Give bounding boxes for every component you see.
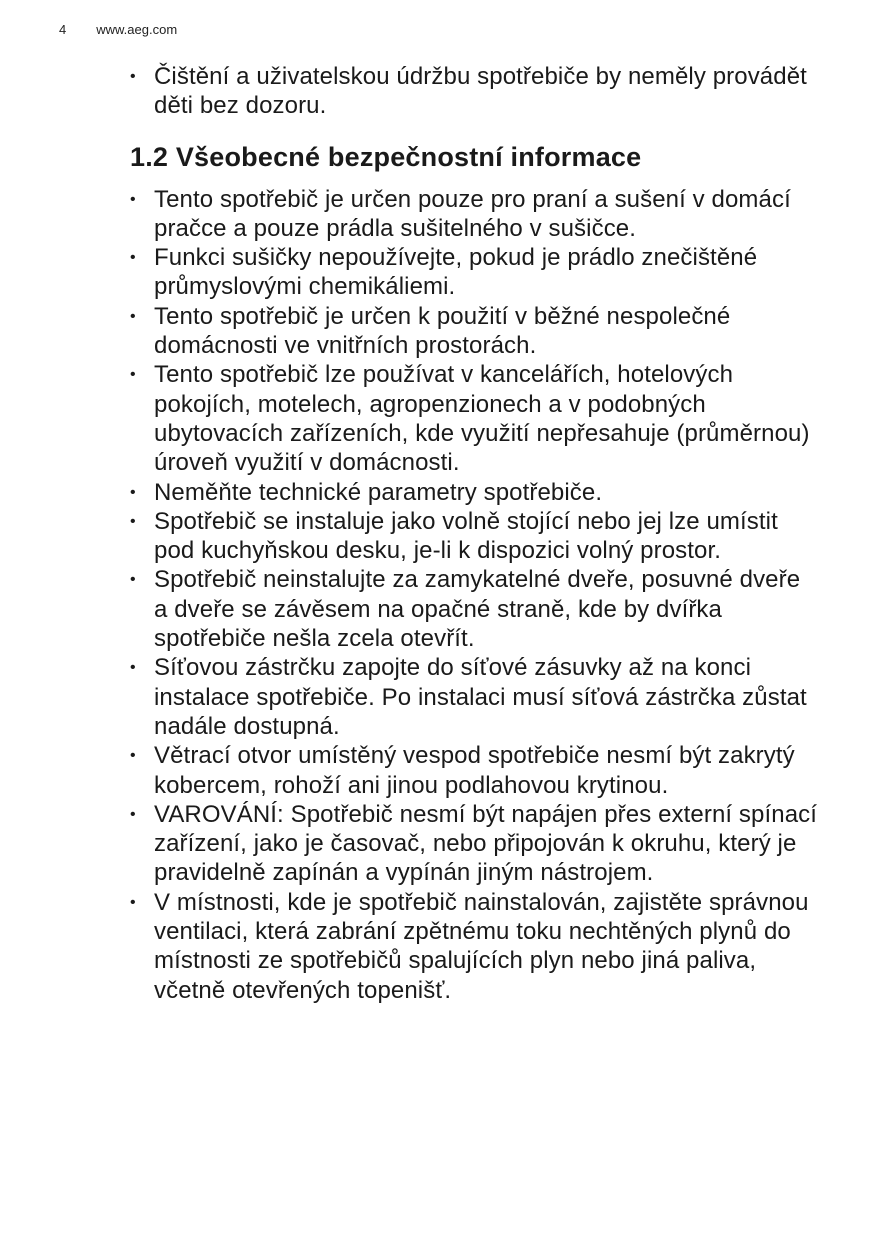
- page-header: [59, 22, 177, 37]
- bullet-icon: •: [130, 307, 136, 325]
- bullet-icon: •: [130, 68, 136, 85]
- list-item: [130, 62, 820, 121]
- safety-list: [130, 185, 820, 1005]
- page-number: 4: [59, 22, 67, 37]
- bullet-icon: •: [130, 571, 136, 589]
- section-title: 1.2 Všeobecné bezpečnostní informace: [130, 141, 642, 172]
- list-item: [130, 243, 820, 302]
- list-item: [130, 653, 820, 741]
- list-item: [130, 302, 820, 361]
- list-item-text: V místnosti, kde je spotřebič nainstalován, zajistěte správnou ventilaci, která zabrání zpětnému toku nechtěných plynů do místnosti ze spotřebičů spalujících plyn nebo jiná paliva, včetně otevřených topenišť.: [154, 888, 809, 1004]
- bullet-icon: •: [130, 366, 136, 384]
- list-item-text: Tento spotřebič lze používat v kancelářích, hotelových pokojích, motelech, agropenzionech a v podobných ubytovacích zařízeních, kde využití nepřesahuje (průměrnou) úroveň využití v domácnosti.: [154, 361, 810, 477]
- list-item-text: Neměňte technické parametry spotřebiče.: [154, 478, 603, 506]
- bullet-icon: •: [130, 483, 136, 501]
- bullet-icon: •: [130, 249, 136, 267]
- bullet-icon: •: [130, 512, 136, 530]
- bullet-icon: •: [130, 659, 136, 677]
- bullet-icon: •: [130, 747, 136, 765]
- website-url: www.aeg.com: [96, 22, 178, 37]
- list-item-text: Tento spotřebič je určen pouze pro praní a sušení v domácí pračce a pouze prádla sušitelného v sušičce.: [154, 185, 791, 242]
- list-item: [130, 565, 820, 653]
- bullet-icon: •: [130, 190, 136, 208]
- list-item-text: Větrací otvor umístěný vespod spotřebiče nesmí být zakrytý kobercem, rohoží ani jinou podlahovou krytinou.: [154, 742, 795, 799]
- list-item: [130, 888, 820, 1005]
- list-item: [130, 800, 820, 888]
- list-item-text: Síťovou zástrčku zapojte do síťové zásuvky až na konci instalace spotřebiče. Po instalaci musí síťová zástrčka zůstat nadále dostupná.: [154, 654, 807, 740]
- list-item: [130, 478, 820, 507]
- page-content: [130, 62, 820, 1005]
- list-item: [130, 185, 820, 244]
- list-item: [130, 507, 820, 566]
- list-item-text: Tento spotřebič je určen k použití v běžné nespolečné domácnosti ve vnitřních prostorách.: [154, 302, 731, 360]
- list-item: [130, 741, 820, 800]
- list-item-text: Čištění a uživatelskou údržbu spotřebiče by neměly provádět děti bez dozoru.: [154, 63, 807, 120]
- bullet-icon: •: [130, 805, 136, 823]
- list-item-text: Funkci sušičky nepoužívejte, pokud je prádlo znečištěné průmyslovými chemikáliemi.: [154, 244, 758, 301]
- list-item-text: Spotřebič neinstalujte za zamykatelné dveře, posuvné dveře a dveře se závěsem na opačné straně, kde by dvířka spotřebiče nešla zcela otevřít.: [154, 566, 801, 653]
- list-item-text: VAROVÁNÍ: Spotřebič nesmí být napájen přes externí spínací zařízení, jako je časovač, nebo připojován k okruhu, který je pravidelně zapínán a vypínán jiným nástrojem.: [154, 800, 818, 887]
- list-item-text: Spotřebič se instaluje jako volně stojící nebo jej lze umístit pod kuchyňskou desku, je-li k dispozici volný prostor.: [154, 507, 778, 565]
- list-item: [130, 360, 820, 477]
- bullet-icon: •: [130, 893, 136, 911]
- intro-list: [130, 62, 820, 121]
